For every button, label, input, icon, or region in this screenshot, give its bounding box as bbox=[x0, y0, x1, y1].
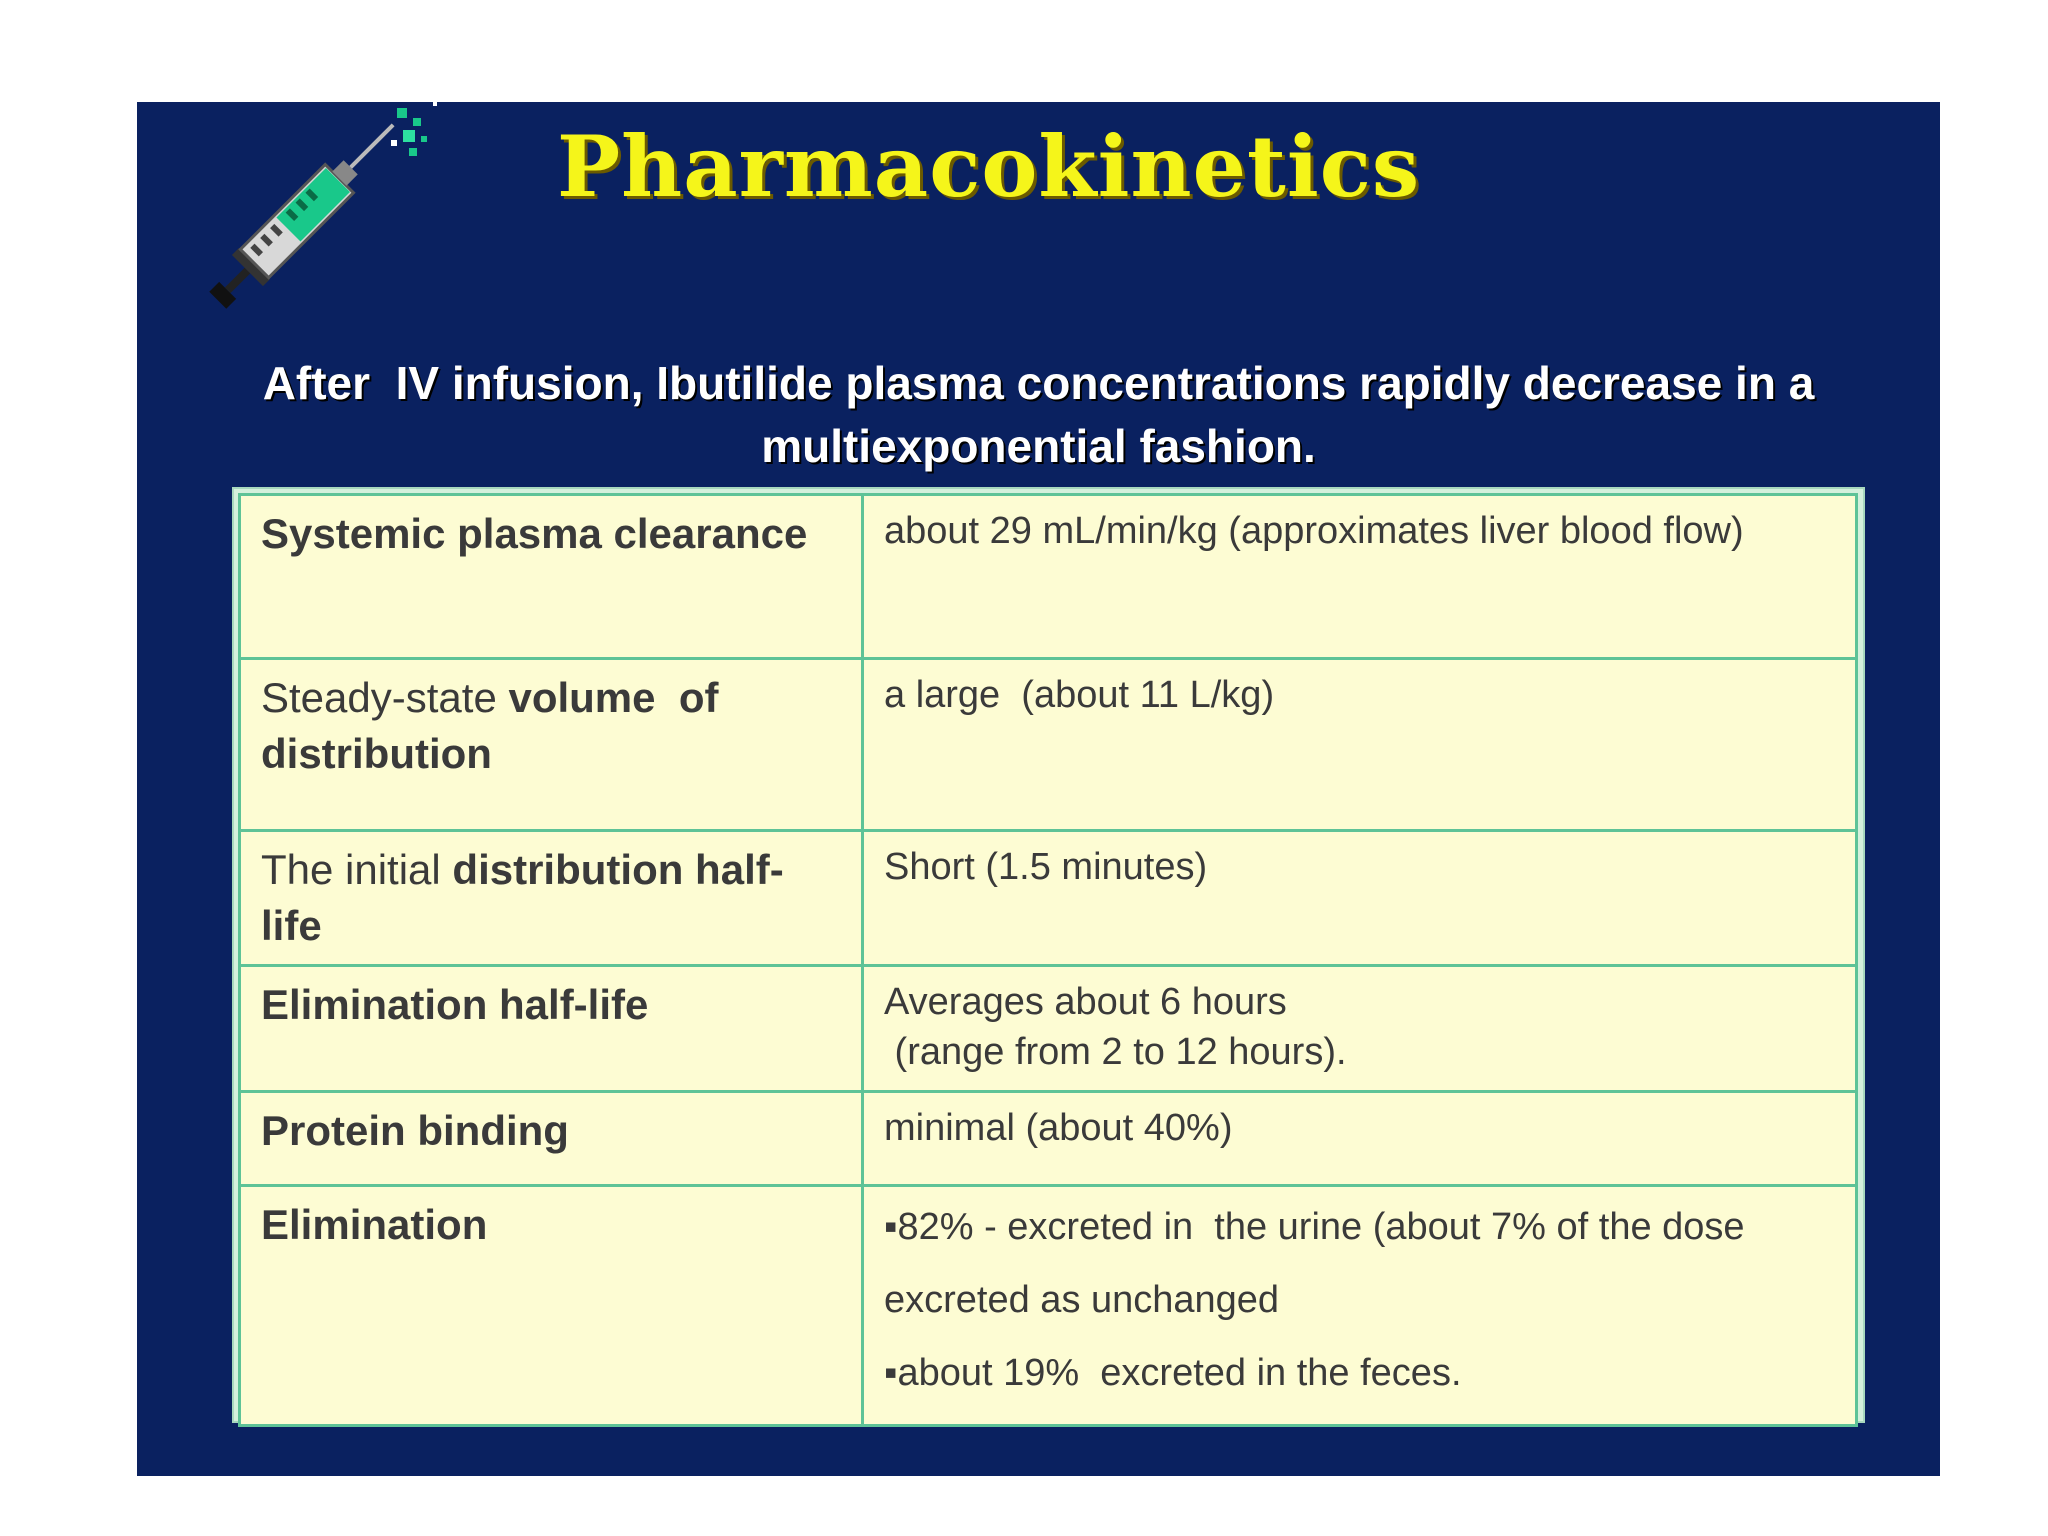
pharmacokinetics-table-frame bbox=[232, 487, 1865, 1423]
table-row bbox=[240, 1092, 1857, 1186]
bullet-item-continuation: excreted as unchanged bbox=[884, 1279, 1280, 1321]
table-row bbox=[240, 1186, 1857, 1426]
row-label: The initial distribution half-life bbox=[240, 831, 863, 966]
row-label: Steady-state volume of distribution bbox=[240, 659, 863, 831]
pharmacokinetics-table bbox=[238, 493, 1858, 1427]
row-label: Elimination half-life bbox=[240, 966, 863, 1092]
bullet-item: ▪about 19% excreted in the feces. bbox=[884, 1352, 1462, 1394]
syringe-icon bbox=[147, 96, 437, 356]
row-value: a large (about 11 L/kg) bbox=[863, 659, 1857, 831]
row-label: Systemic plasma clearance bbox=[240, 495, 863, 659]
row-value: minimal (about 40%) bbox=[863, 1092, 1857, 1186]
row-value: Short (1.5 minutes) bbox=[863, 831, 1857, 966]
table-row bbox=[240, 966, 1857, 1092]
row-value bbox=[863, 1186, 1857, 1426]
subtitle-line-2: multiexponential fashion. bbox=[761, 420, 1316, 472]
row-value: Averages about 6 hours (range from 2 to 12 hours). bbox=[863, 966, 1857, 1092]
bullet-item: ▪82% - excreted in the urine (about 7% of the dose bbox=[884, 1206, 1745, 1248]
slide-subtitle bbox=[197, 352, 1880, 478]
row-label: Protein binding bbox=[240, 1092, 863, 1186]
row-label: Elimination bbox=[240, 1186, 863, 1426]
row-value: about 29 mL/min/kg (approximates liver blood flow) bbox=[863, 495, 1857, 659]
table-row bbox=[240, 495, 1857, 659]
slide bbox=[137, 102, 1940, 1476]
table-row bbox=[240, 659, 1857, 831]
subtitle-line-1: After IV infusion, Ibutilide plasma concentrations rapidly decrease in a bbox=[262, 357, 1815, 409]
table-row bbox=[240, 831, 1857, 966]
slide-title: Pharmacokinetics bbox=[557, 117, 1421, 216]
